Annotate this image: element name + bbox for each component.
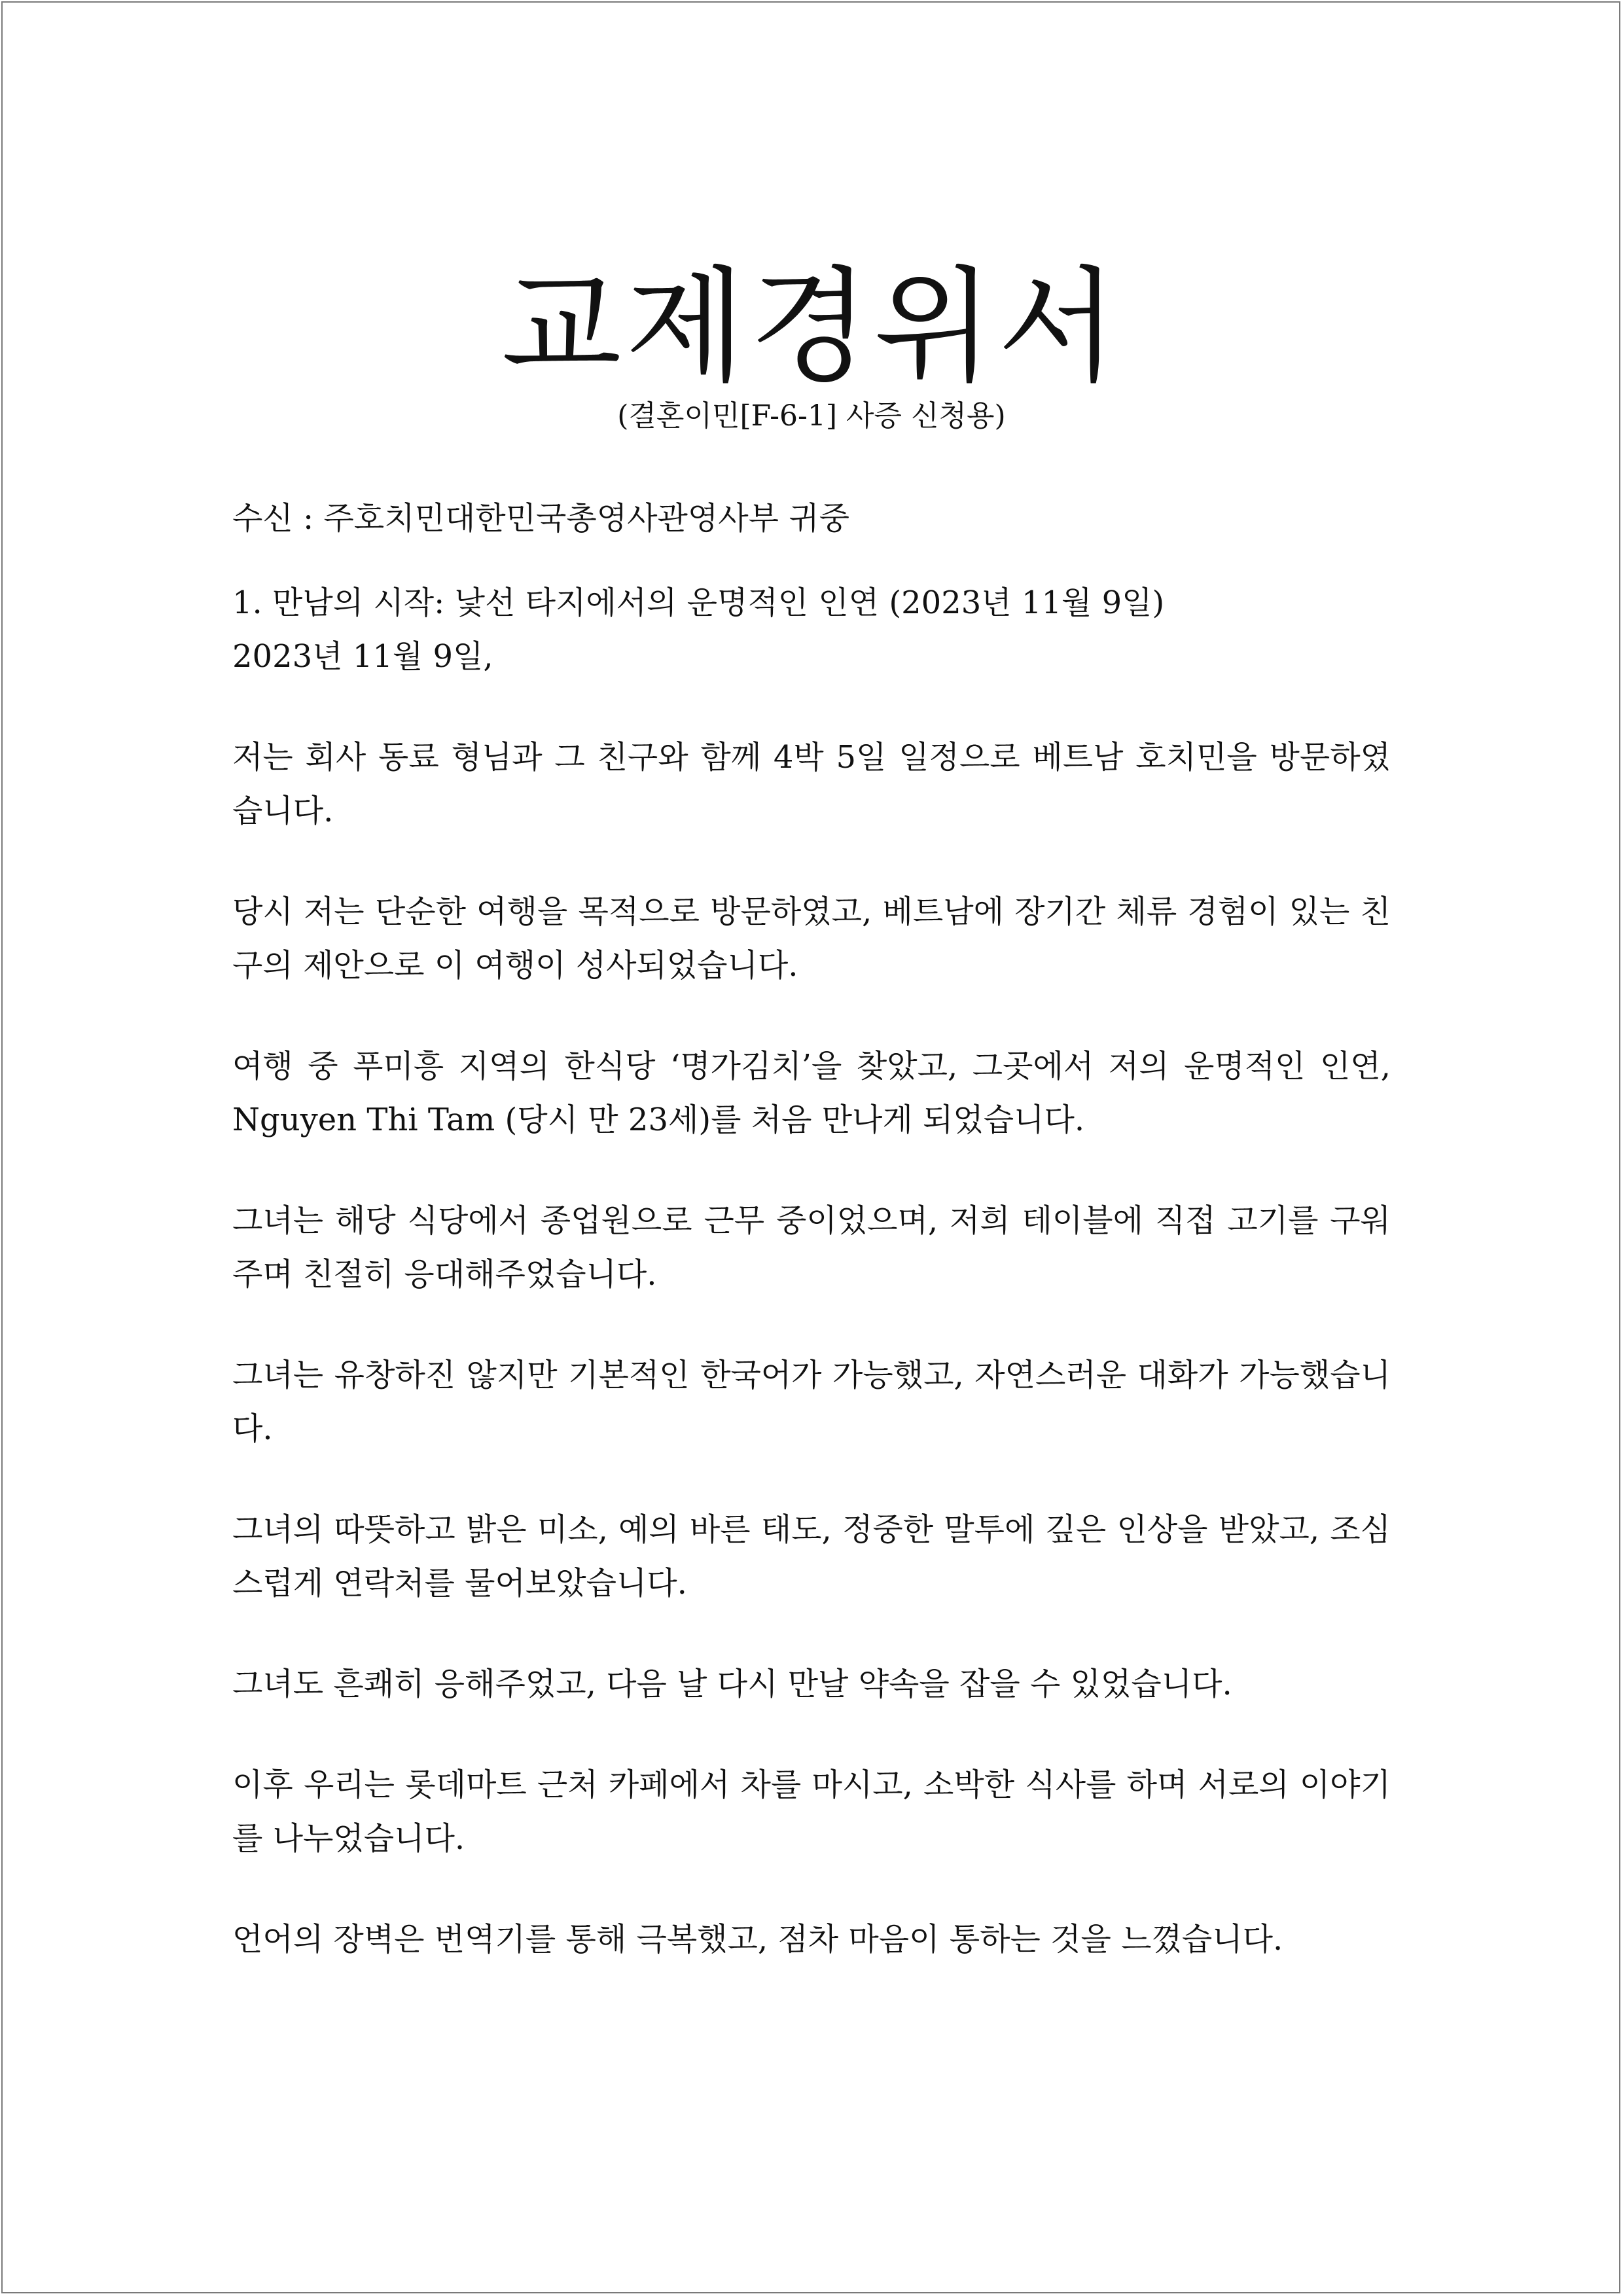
recipient-line: 수신 : 주호치민대한민국총영사관영사부 귀중 xyxy=(232,500,849,537)
document-title: 교제경위서 xyxy=(501,255,1122,399)
document-subtitle: (결혼이민[F-6-1] 사증 신청용) xyxy=(617,399,1006,433)
paragraph: 그녀도 흔쾌히 응해주었고, 다음 날 다시 만날 약속을 잡을 수 있었습니다. xyxy=(232,1666,1232,1702)
paragraph: 여행 중 푸미흥 지역의 한식당 ‘명가김치’을 찾았고, 그곳에서 저의 운명적인 인연, Nguyen Thi Tam (당시 만 23세)를 처음 만나게 되었습니다. xyxy=(232,1048,1391,1138)
date-line: 2023년 11월 9일, xyxy=(232,638,493,675)
document-body xyxy=(232,255,1391,1966)
paragraph: 언어의 장벽은 번역기를 통해 극복했고, 점차 마음이 통하는 것을 느꼈습니다. xyxy=(232,1921,1283,1958)
paragraph: 그녀는 해당 식당에서 종업원으로 근무 중이었으며, 저희 테이블에 직접 고기를 구워주며 친절히 응대해주었습니다. xyxy=(232,1202,1391,1293)
paragraph: 저는 회사 동료 형님과 그 친구와 함께 4박 5일 일정으로 베트남 호치민을 방문하였습니다. xyxy=(232,739,1391,829)
section-heading: 1. 만남의 시작: 낯선 타지에서의 운명적인 인연 (2023년 11월 9일) xyxy=(232,584,1165,621)
paragraph: 이후 우리는 롯데마트 근처 카페에서 차를 마시고, 소박한 식사를 하며 서로의 이야기를 나누었습니다. xyxy=(232,1767,1391,1857)
paragraph: 그녀의 따뜻하고 밝은 미소, 예의 바른 태도, 정중한 말투에 깊은 인상을 받았고, 조심스럽게 연락처를 물어보았습니다. xyxy=(232,1511,1391,1602)
paragraph: 당시 저는 단순한 여행을 목적으로 방문하였고, 베트남에 장기간 체류 경험이 있는 친구의 제안으로 이 여행이 성사되었습니다. xyxy=(232,893,1391,984)
paragraph: 그녀는 유창하진 않지만 기본적인 한국어가 가능했고, 자연스러운 대화가 가능했습니다. xyxy=(232,1357,1391,1447)
